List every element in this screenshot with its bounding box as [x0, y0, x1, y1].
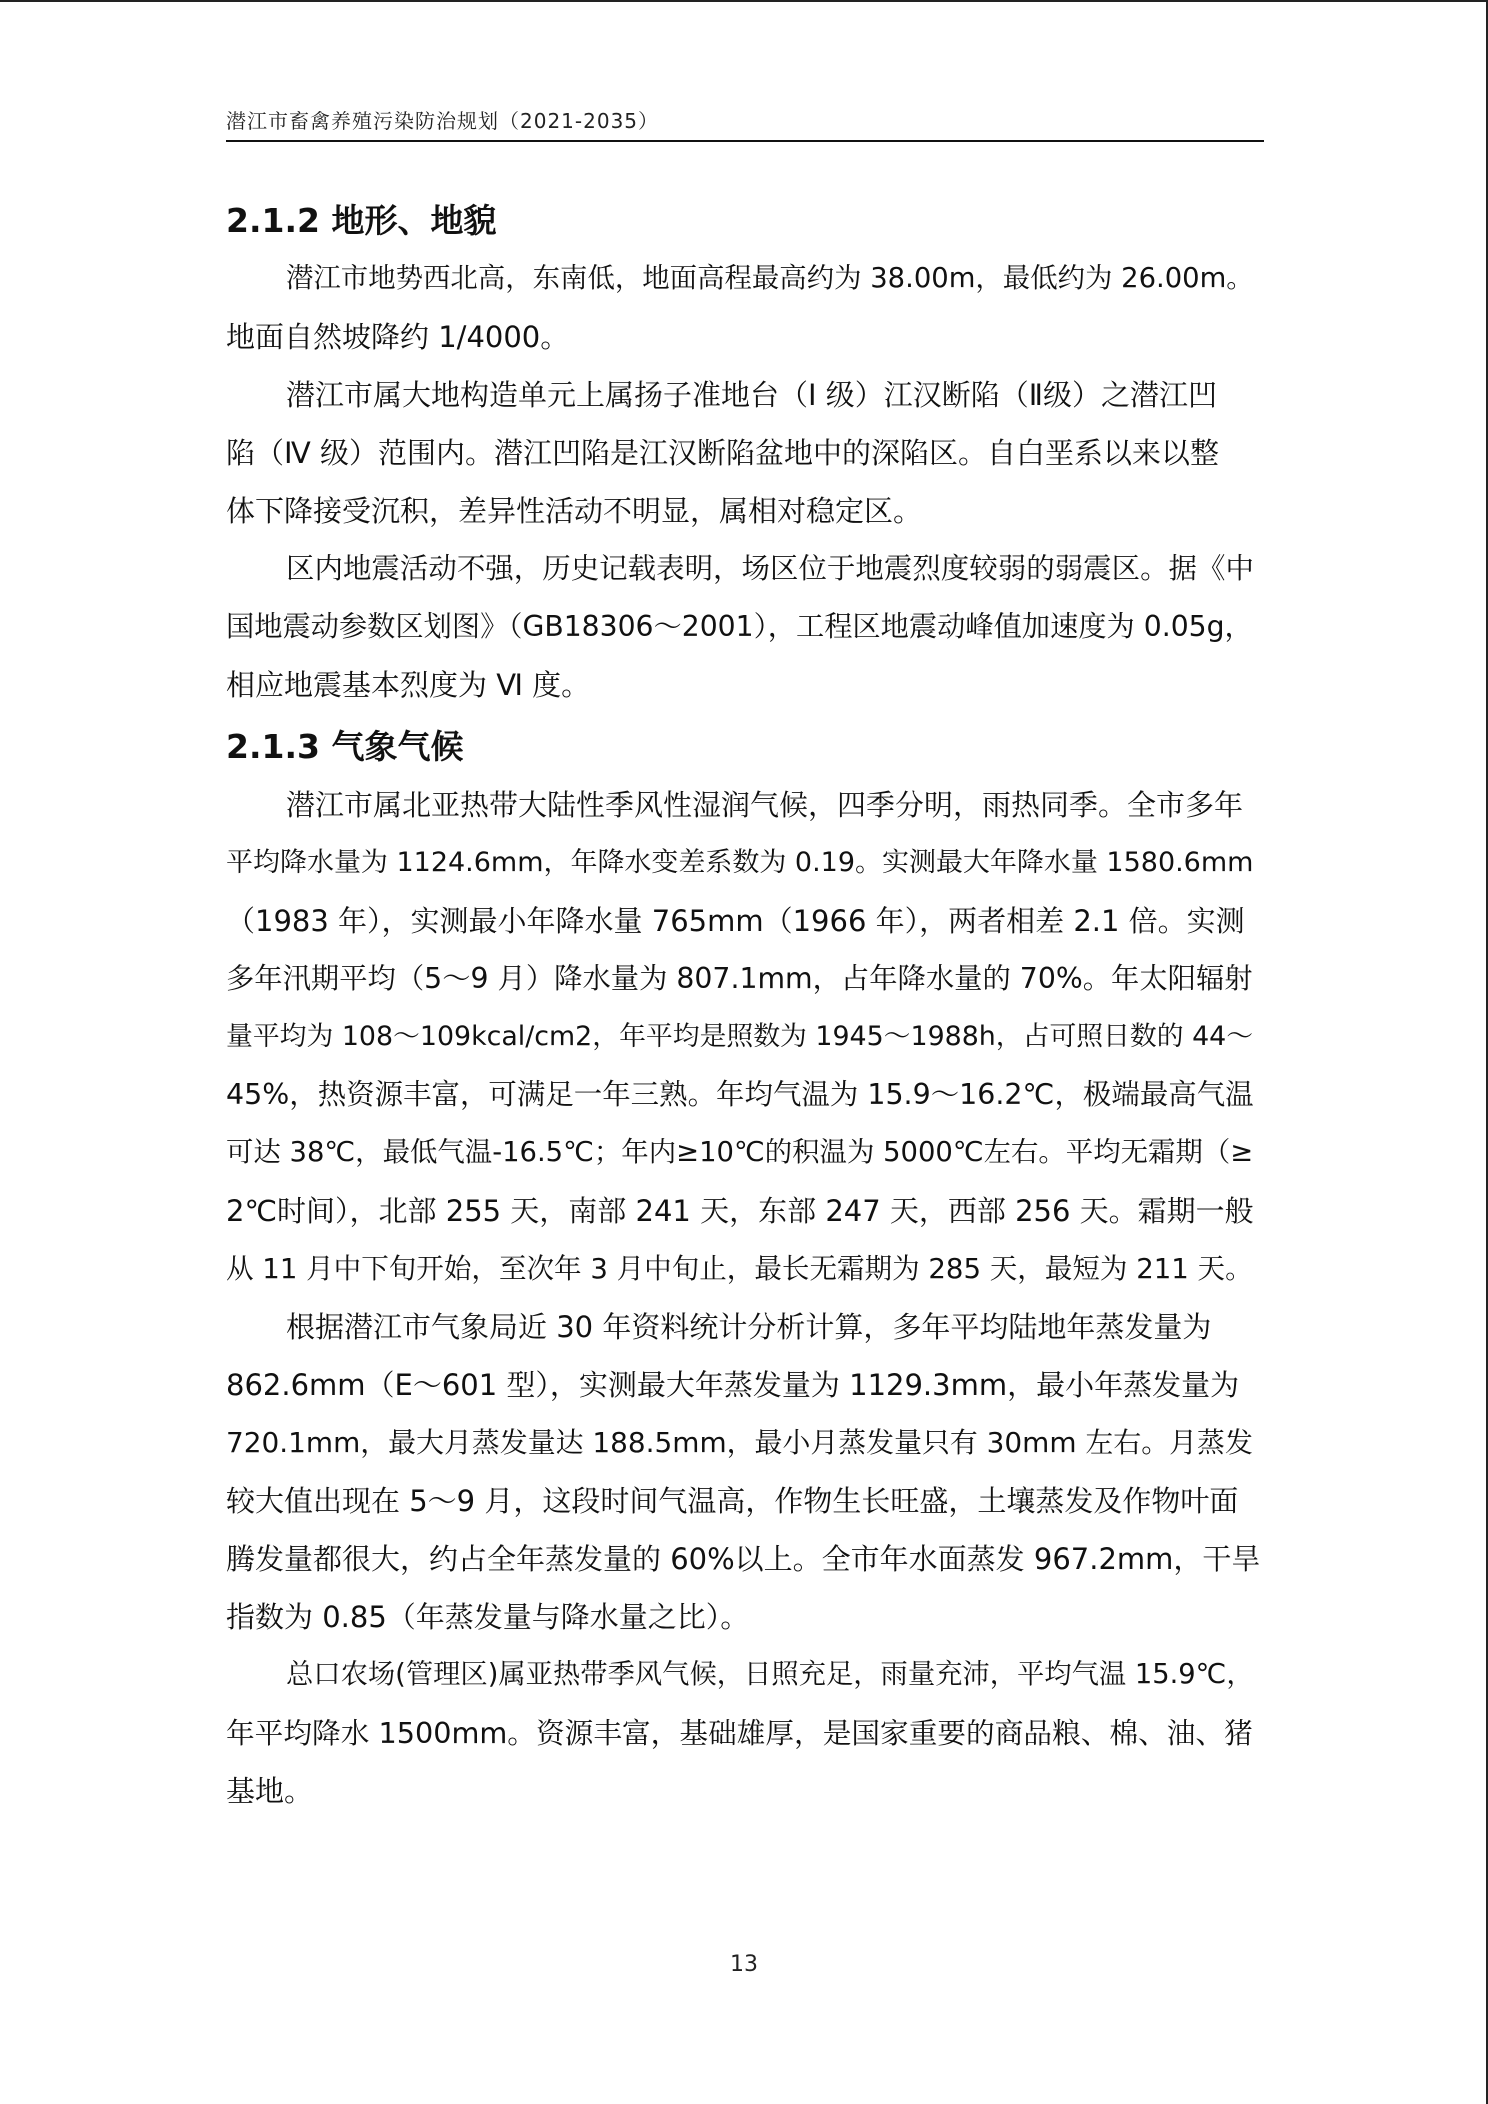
text-line: 潜江市地势西北高，东南低，地面高程最高约为 38.00m，最低约为 26.00m。 [286, 263, 1254, 294]
section-heading-terrain: 2.1.2 地形、地貌 [226, 201, 497, 240]
text-line: （1983 年），实测最小年降水量 765mm（1966 年），两者相差 2.1 倍。实测 [226, 904, 1245, 938]
text-line: 根据潜江市气象局近 30 年资料统计分析计算，多年平均陆地年蒸发量为 [286, 1310, 1212, 1344]
paragraph-climate-1 [226, 776, 1264, 1298]
paragraph-terrain-3 [226, 540, 1264, 714]
text-line: 862.6mm（E～601 型），实测最大年蒸发量为 1129.3mm，最小年蒸发量为 [226, 1368, 1240, 1402]
text-line: 相应地震基本烈度为 Ⅵ 度。 [226, 668, 591, 702]
section-heading-climate: 2.1.3 气象气候 [226, 727, 464, 766]
text-line: 平均降水量为 1124.6mm，年降水变差系数为 0.19。实测最大年降水量 1580.6mm [226, 847, 1254, 878]
text-line: 潜江市属北亚热带大陆性季风性湿润气候，四季分明，雨热同季。全市多年 [286, 788, 1244, 822]
text-line: 腾发量都很大，约占全年蒸发量的 60%以上。全市年水面蒸发 967.2mm，干旱 [226, 1542, 1261, 1576]
text-line: 体下降接受沉积，差异性活动不明显，属相对稳定区。 [226, 494, 923, 528]
page-header [226, 104, 1264, 142]
text-line: 基地。 [226, 1774, 314, 1808]
text-line: 指数为 0.85（年蒸发量与降水量之比）。 [226, 1600, 750, 1634]
paragraph-terrain-1 [226, 250, 1264, 366]
document-body [226, 192, 1264, 1820]
text-line: 45%，热资源丰富，可满足一年三熟。年均气温为 15.9～16.2℃，极端最高气温 [226, 1078, 1254, 1111]
page-number: 13 [730, 1952, 758, 1977]
text-line: 区内地震活动不强，历史记载表明，场区位于地震烈度较弱的弱震区。据《中 [286, 552, 1254, 585]
text-line: 总口农场(管理区)属亚热带季风气候，日照充足，雨量充沛，平均气温 15.9℃， [286, 1659, 1254, 1690]
paragraph-terrain-2 [226, 366, 1264, 540]
text-line: 量平均为 108～109kcal/cm2，年平均是照数为 1945～1988h，占可照日数的 44～ [226, 1021, 1254, 1052]
text-line: 潜江市属大地构造单元上属扬子准地台（Ⅰ 级）江汉断陷（Ⅱ级）之潜江凹 [286, 378, 1218, 412]
paragraph-climate-2 [226, 1298, 1264, 1646]
text-line: 720.1mm，最大月蒸发量达 188.5mm，最小月蒸发量只有 30mm 左右。月蒸发 [226, 1426, 1253, 1459]
text-line: 2℃时间），北部 255 天，南部 241 天，东部 247 天，西部 256 天。霜期一般 [226, 1194, 1254, 1228]
text-line: 多年汛期平均（5～9 月）降水量为 807.1mm，占年降水量的 70%。年太阳辐射 [226, 962, 1253, 995]
text-line: 可达 38℃，最低气温-16.5℃；年内≥10℃的积温为 5000℃左右。平均无霜期（≥ [226, 1137, 1254, 1168]
text-line: 国地震动参数区划图》（GB18306～2001），工程区地震动峰值加速度为 0.05g， [226, 610, 1253, 643]
text-line: 地面自然坡降约 1/4000。 [226, 320, 570, 354]
text-line: 年平均降水 1500mm。资源丰富，基础雄厚，是国家重要的商品粮、棉、油、猪 [226, 1716, 1253, 1750]
header-title: 潜江市畜禽养殖污染防治规划（2021-2035） [226, 109, 660, 133]
text-line: 陷（Ⅳ 级）范围内。潜江凹陷是江汉断陷盆地中的深陷区。自白垩系以来以整 [226, 436, 1219, 470]
paragraph-climate-3 [226, 1646, 1264, 1820]
text-line: 从 11 月中下旬开始，至次年 3 月中旬止，最长无霜期为 285 天，最短为 211 天。 [226, 1253, 1253, 1285]
text-line: 较大值出现在 5～9 月，这段时间气温高，作物生长旺盛，土壤蒸发及作物叶面 [226, 1484, 1239, 1518]
